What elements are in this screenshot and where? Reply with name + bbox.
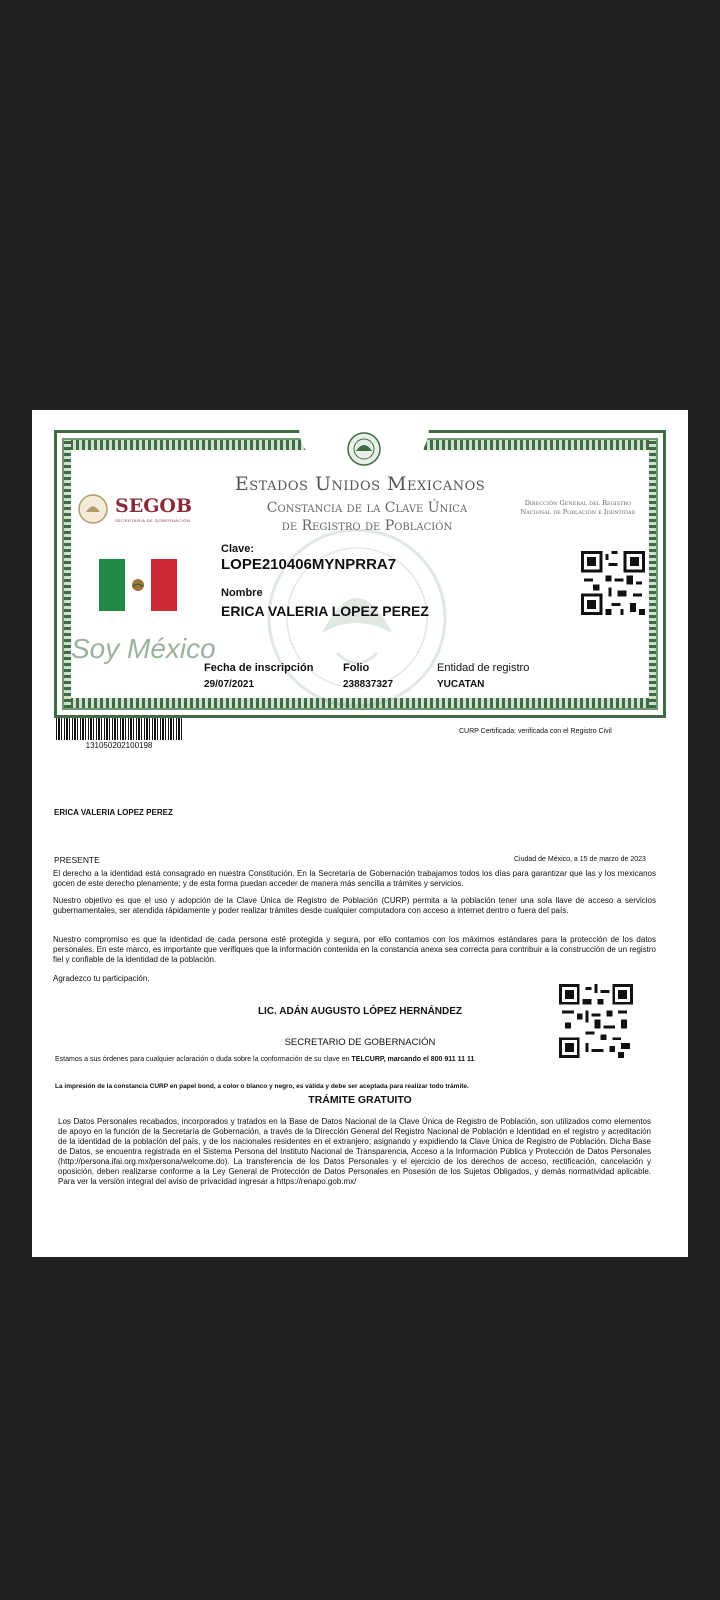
contact-note xyxy=(55,1056,474,1063)
privacy-notice: Los Datos Personales recabados, incorporados y tratados en la Base de Datos Nacional de la Clave Única de Registro de Población, son utilizados como elementos de apoyo en la función de la Secretaría de Gobernación, a través de la Dirección General del Registro Nacional de Población e Identidad en el registro y acreditación de la identidad de la población del país, y de los nacionales residentes en el extranjero; asignando y expidiendo la Clave Única de Registro de Población. Dicha Base de Datos, se encuentra registrada en el Sistema Persona del Instituto Nacional de Transparencia, Acceso a la Información Pública y Protección de Datos Personales (http://persona.ifai.org.mx/persona/welcome.do). La transferencia de los Datos Personales y el ejercicio de los derechos de acceso, rectificación, cancelación y oposición, deben realizarse conforme a la Ley General de Protección de Datos Personales en Posesión de los Sujetos Obligados, y demás normatividad aplicable. Para ver la versión integral del aviso de privacidad ingresar a https://renapo.gob.mx/ xyxy=(58,1117,651,1186)
barcode xyxy=(56,718,182,750)
segob-logo-text: SEGOB xyxy=(115,495,193,517)
curp-verified-note: CURP Certificada: verificada con el Registro Civil xyxy=(459,728,612,735)
entidad-label: Entidad de registro xyxy=(437,662,530,674)
letter-paragraph-1: El derecho a la identidad está consagrado en nuestra Constitución. En la Secretaría de Gobernación trabajamos todos los días para garantizar que las y los mexicanos gocen de este derecho plenamente; y de esta forma puedan acceder de manera más sencilla a trámites y servicios. xyxy=(53,869,656,888)
folio-label: Folio xyxy=(343,662,370,674)
letter-thanks: Agradezco tu participación. xyxy=(53,974,150,983)
tramite-gratuito: TRÁMITE GRATUITO xyxy=(308,1094,412,1106)
segob-logo-subtext: SECRETARÍA DE GOBERNACIÓN xyxy=(115,518,191,523)
curp-certificate xyxy=(54,430,666,718)
document-page xyxy=(32,410,688,1257)
nombre-value: ERICA VALERIA LOPEZ PEREZ xyxy=(221,603,429,619)
letter-presente: PRESENTE xyxy=(54,855,100,865)
letter-paragraph-3: Nuestro compromiso es que la identidad de cada persona esté protegida y segura, por ello contamos con los máximos estándares para la protección de los datos personales. En este marco, es importante que verifiques que la información contenida en la constancia anexa sea correcta para contribuir a la construcción de un registro fiel y confiable de la identidad de la población. xyxy=(53,935,656,964)
certificate-subtitle-1: Constancia de la Clave Única xyxy=(266,500,468,516)
segob-seal-icon xyxy=(77,493,109,525)
certificate-subtitle-2: de Registro de Población xyxy=(281,518,453,534)
signer-title: SECRETARIO DE GOBERNACIÓN xyxy=(284,1037,436,1048)
clave-value: LOPE210406MYNPRRA7 xyxy=(221,556,397,573)
fecha-inscripcion-value: 29/07/2021 xyxy=(204,679,255,690)
contact-note-text: Estamos a sus órdenes para cualquier aclaración o duda sobre la conformación de su clave en xyxy=(55,1056,352,1063)
segob-logo xyxy=(77,493,192,525)
letter-paragraph-2: Nuestro objetivo es que el uso y adopción de la Clave Única de Registro de Población (CURP) permita a la población tener una sola llave de acceso a servicios gubernamentales, ser atendida rápidamente y poder realizar trámites desde cualquier computadora con acceso a internet dentro o fuera del país. xyxy=(53,896,656,915)
certificate-qr-code-icon xyxy=(581,551,645,615)
fecha-inscripcion-label: Fecha de inscripción xyxy=(204,662,314,674)
signature-qr-code-icon xyxy=(559,984,633,1058)
entidad-value: YUCATAN xyxy=(437,679,485,690)
soy-mexico-slogan: Soy México xyxy=(71,633,216,664)
contact-note-phone: TELCURP, marcando el 800 911 11 11 xyxy=(351,1056,475,1063)
clave-label: Clave: xyxy=(221,543,255,555)
letter-recipient: ERICA VALERIA LOPEZ PEREZ xyxy=(54,808,173,817)
mexico-flag-icon xyxy=(99,559,177,611)
print-validity-note: La impresión de la constancia CURP en papel bond, a color o blanco y negro, es válida y debe ser aceptada para realizar todo trámite. xyxy=(55,1083,469,1090)
barcode-bars xyxy=(56,718,182,740)
certificate-title: Estados Unidos Mexicanos xyxy=(234,473,486,495)
signer-name: LIC. ADÁN AUGUSTO LÓPEZ HERNÁNDEZ xyxy=(257,1006,463,1017)
letter-place-date: Ciudad de México, a 15 de marzo de 2023 xyxy=(514,856,646,863)
folio-value: 238837327 xyxy=(343,679,394,690)
directorate-label: Dirección General del Registro Nacional de Población e Identidad xyxy=(520,499,636,516)
barcode-number: 131050202100198 xyxy=(85,741,153,750)
nombre-label: Nombre xyxy=(221,587,263,599)
